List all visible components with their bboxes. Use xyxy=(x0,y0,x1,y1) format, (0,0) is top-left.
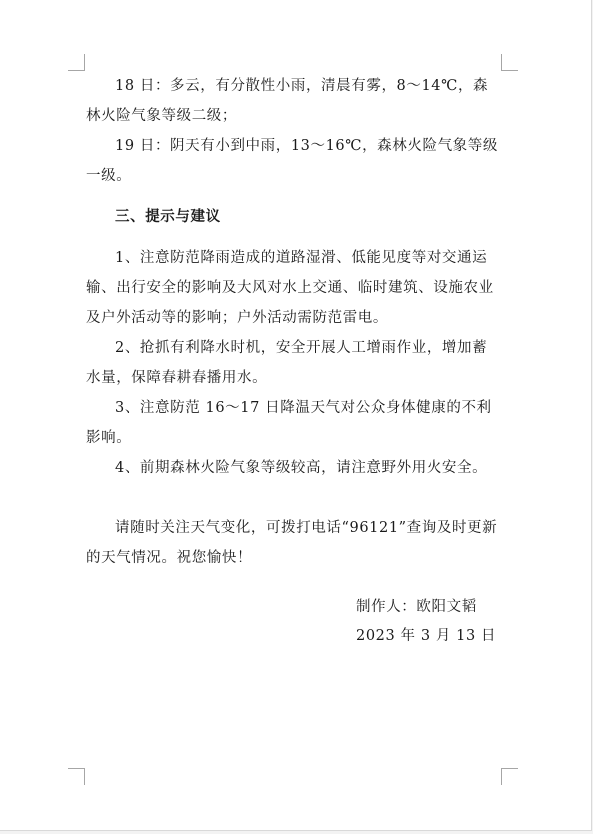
closing-paragraph: 请随时关注天气变化，可拨打电话“96121”查询及时更新的天气情况。祝您愉快！ xyxy=(86,520,498,566)
forecast-day-18: 18 日：多云，有分散性小雨，清晨有雾，8～14℃，森林火险气象等级二级； xyxy=(86,78,489,124)
forecast-day-19: 19 日：阴天有小到中雨，13～16℃，森林火险气象等级一级。 xyxy=(86,138,498,184)
signature-date: 2023 年 3 月 13 日 xyxy=(356,628,497,644)
document-body xyxy=(86,71,500,573)
tips-heading: 三、提示与建议 xyxy=(115,208,221,225)
tip-item-2: 2、抢抓有利降水时机，安全开展人工增雨作业，增加蓄水量，保障春耕春播用水。 xyxy=(86,340,488,386)
crop-mark-bottom-left xyxy=(68,768,85,785)
signature-author: 制作人：欧阳文韬 xyxy=(356,599,477,615)
crop-mark-top-right xyxy=(501,54,518,71)
tip-item-1: 1、注意防范降雨造成的道路湿滑、低能见度等对交通运输、出行安全的影响及大风对水上交通、临时建筑、设施农业及户外活动等的影响；户外活动需防范雷电。 xyxy=(86,250,494,326)
crop-mark-top-left xyxy=(68,54,85,71)
tip-item-4: 4、前期森林火险气象等级较高，请注意野外用火安全。 xyxy=(115,460,488,476)
crop-mark-bottom-right xyxy=(501,768,518,785)
tip-item-3: 3、注意防范 16～17 日降温天气对公众身体健康的不利影响。 xyxy=(86,400,492,446)
